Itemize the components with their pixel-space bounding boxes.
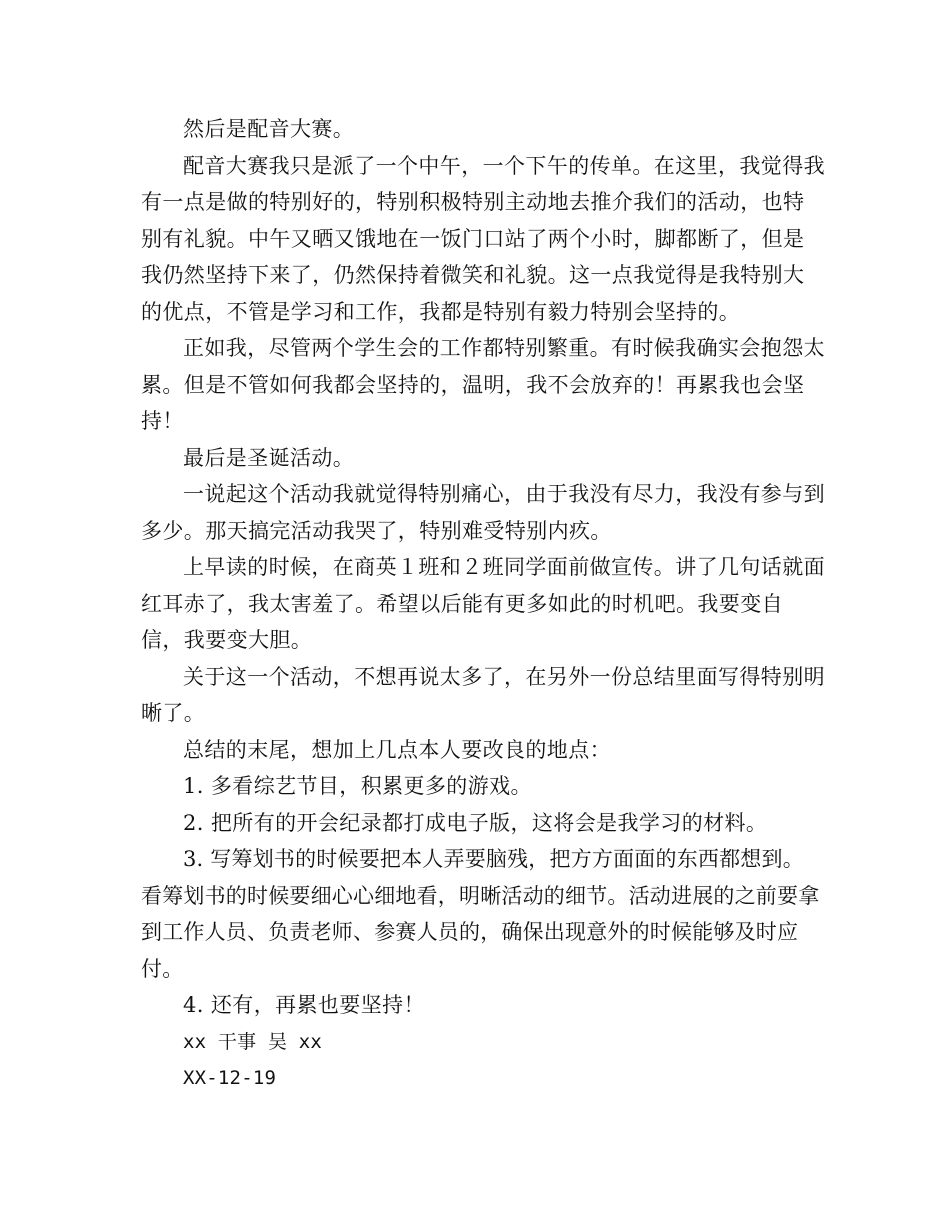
document-body <box>141 111 825 1097</box>
list-item-4: 4. 还有，再累也要坚持！ <box>183 993 425 1017</box>
list-item-1: 1. 多看综艺节目，积累更多的游戏。 <box>183 774 532 798</box>
signature: xx 干事 吴 xx <box>183 1030 323 1053</box>
paragraph-1: 然后是配音大赛。 <box>183 117 355 141</box>
paragraph-4: 最后是圣诞活动。 <box>183 445 355 470</box>
list-item-2: 2. 把所有的开会纪录都打成电子版，这将会是我学习的材料。 <box>183 810 768 835</box>
paragraph-3: 正如我，尽管两个学生会的工作都特别繁重。有时候我确实会抱怨太累。但是不管如何我都会坚持的，温明，我不会放弃的！再累我也会坚持！ <box>141 336 825 433</box>
paragraph-6: 上早读的时候，在商英１班和２班同学面前做宣传。讲了几句话就面红耳赤了，我太害羞了。希望以后能有更多如此的时机吧。我要变自信，我要变大胆。 <box>141 555 825 652</box>
paragraph-2: 配音大赛我只是派了一个中午，一个下午的传单。在这里，我觉得我有一点是做的特别好的，特别积极特别主动地去推介我们的活动，也特别有礼貌。中午又晒又饿地在一饭门口站了两个小时，脚都断了，但是我仍然坚持下来了，仍然保持着微笑和礼貌。这一点我觉得是我特别大的优点，不管是学习和工作，我都是特别有毅力特别会坚持的。 <box>141 153 825 324</box>
list-item-3: 3. 写筹划书的时候要把本人弄要脑残，把方方面面的东西都想到。看筹划书的时候要细心心细地看，明晰活动的细节。活动进展的之前要拿到工作人员、负责老师、参赛人员的，确保出现意外的时候能够及时应付。 <box>141 847 820 981</box>
date: XX-12-19 <box>183 1067 277 1089</box>
paragraph-8: 总结的末尾，想加上几点本人要改良的地点： <box>183 737 611 762</box>
paragraph-5: 一说起这个活动我就觉得特别痛心，由于我没有尽力，我没有参与到多少。那天搞完活动我哭了，特别难受特别内疚。 <box>141 482 825 543</box>
paragraph-7: 关于这一个活动，不想再说太多了，在另外一份总结里面写得特别明晰了。 <box>141 664 825 725</box>
